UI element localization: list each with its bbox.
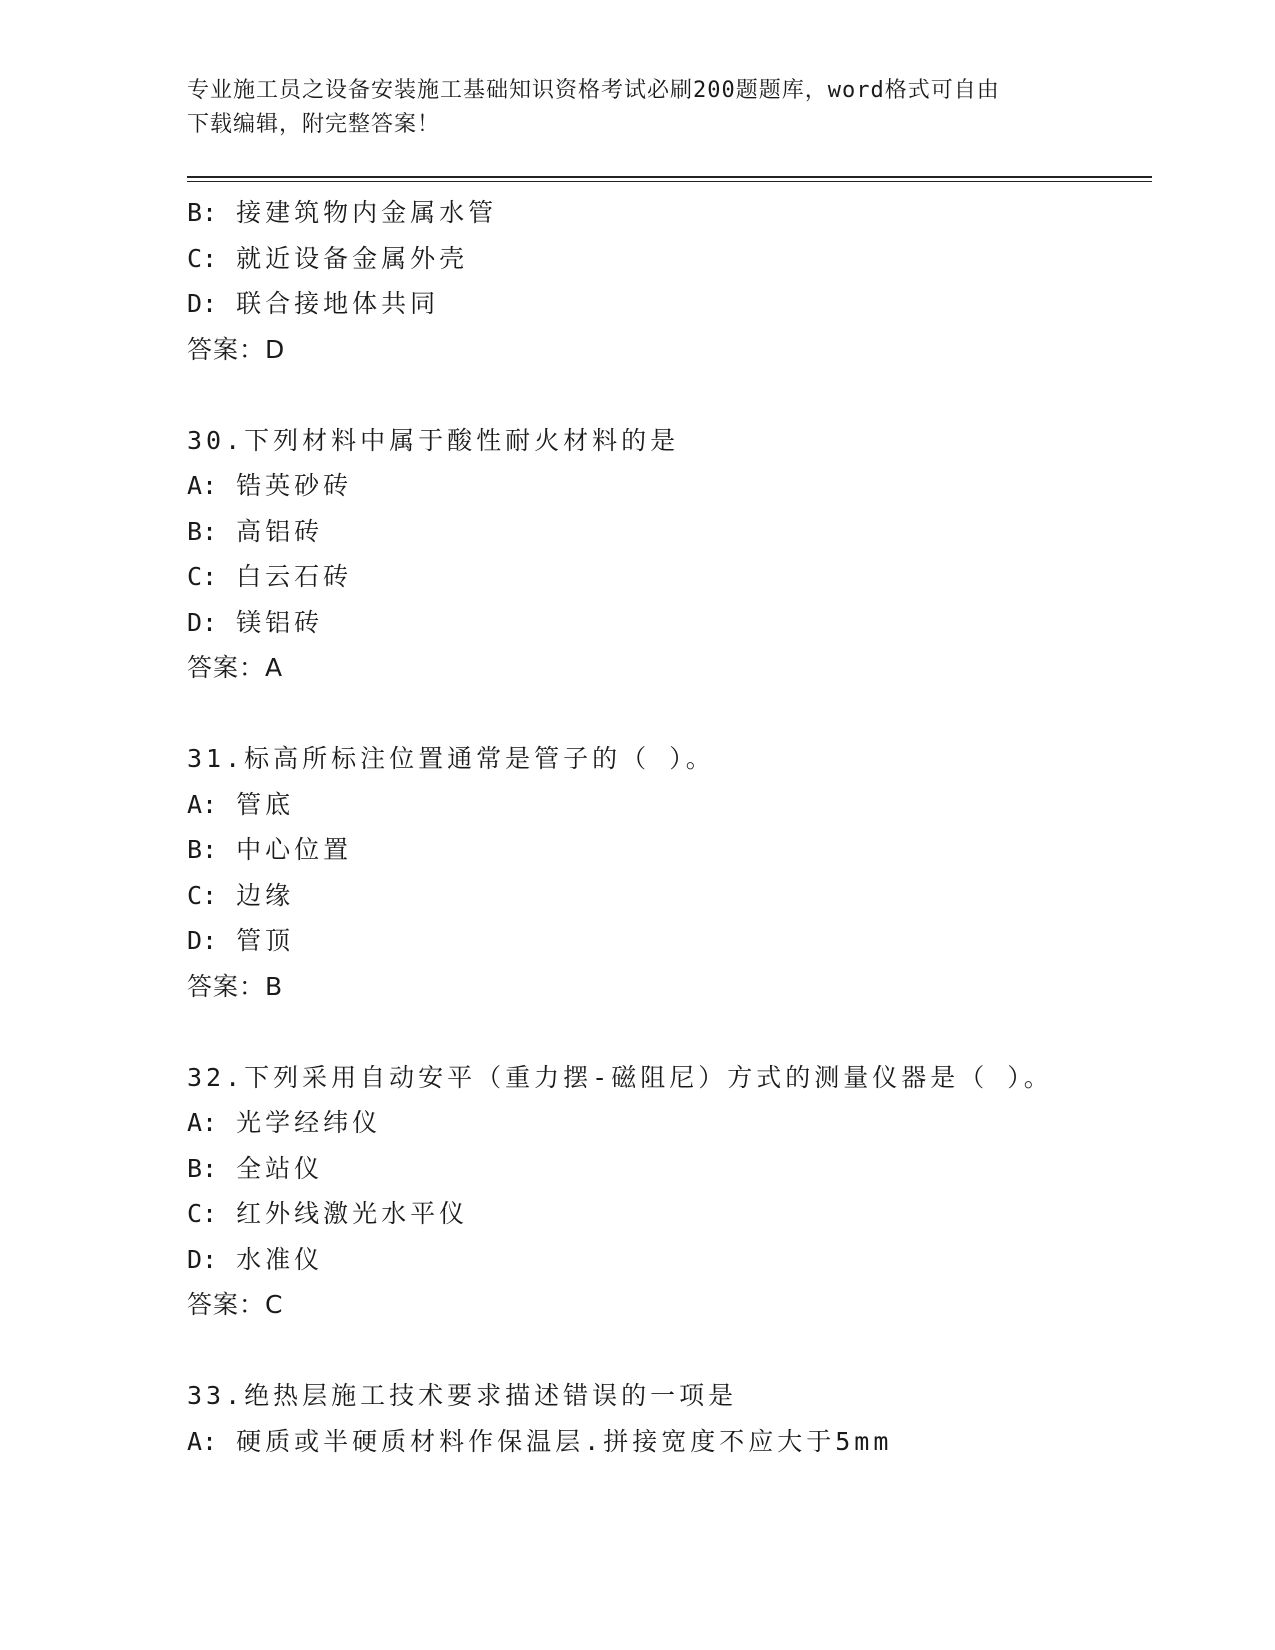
answer: 答案：C [187, 1290, 284, 1319]
answer: 答案：B [187, 971, 284, 1001]
question-32 [187, 1055, 1152, 1328]
question-text: 32.下列采用自动安平（重力摆-磁阻尼）方式的测量仪器是（ ）。 [187, 1062, 1053, 1092]
option-b: B: 中心位置 [187, 835, 353, 864]
answer: 答案：D [187, 334, 286, 364]
question-text: 30.下列材料中属于酸性耐火材料的是 [187, 425, 680, 455]
option-d: D: 镁铝砖 [187, 607, 324, 637]
option-c: C: 白云石砖 [187, 562, 353, 591]
question-31 [187, 736, 1152, 1009]
option-c: C: 就近设备金属外壳 [187, 243, 469, 273]
question-text: 31.标高所标注位置通常是管子的（ ）。 [187, 744, 715, 773]
question-33 [187, 1373, 1152, 1464]
option-d: D: 水准仪 [187, 1244, 324, 1274]
option-a: A: 硬质或半硬质材料作保温层.拼接宽度不应大于5mm [187, 1426, 893, 1456]
option-c: C: 边缘 [187, 880, 295, 910]
document-header [187, 74, 1087, 142]
option-b: B: 接建筑物内金属水管 [187, 198, 498, 227]
option-a: A: 管底 [187, 789, 295, 819]
option-a: A: 光学经纬仪 [187, 1108, 382, 1137]
question-text: 33.绝热层施工技术要求描述错误的一项是 [187, 1381, 738, 1410]
option-d: D: 联合接地体共同 [187, 289, 440, 318]
question-29-tail [187, 190, 1152, 372]
header-line-1: 专业施工员之设备安装施工基础知识资格考试必刷200题题库，word格式可自由 [187, 78, 1000, 103]
question-list [187, 190, 1152, 1464]
option-a: A: 锆英砂砖 [187, 471, 353, 500]
option-b: B: 高铝砖 [187, 516, 324, 546]
header-line-2: 下载编辑，附完整答案！ [187, 112, 441, 137]
answer: 答案：A [187, 653, 284, 682]
option-c: C: 红外线激光水平仪 [187, 1199, 469, 1228]
option-b: B: 全站仪 [187, 1153, 324, 1183]
option-d: D: 管顶 [187, 926, 295, 955]
question-30 [187, 418, 1152, 691]
header-divider [187, 176, 1152, 182]
